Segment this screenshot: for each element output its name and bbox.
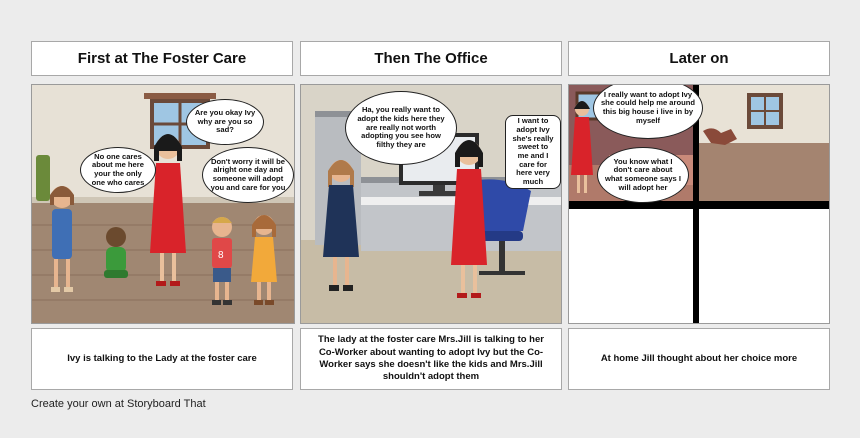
panel-3-scene bbox=[568, 84, 830, 324]
panel-1-caption-text: Ivy is talking to the Lady at the foster care bbox=[67, 352, 257, 364]
storyboard-footer-link[interactable]: Create your own at Storyboard That bbox=[31, 398, 206, 410]
panel-2-caption bbox=[300, 328, 562, 390]
panel-2-scene bbox=[300, 84, 562, 324]
panel-1-title bbox=[31, 41, 293, 76]
panel-2-caption-text: The lady at the foster care Mrs.Jill is talking to her Co-Worker about wanting to adopt Ivy but the Co-Worker says she doesn't like the kids and Mrs.Jill shouldn't adopt them bbox=[318, 334, 544, 383]
panel-3-bubble-thought-2 bbox=[597, 147, 689, 203]
panel-1-caption bbox=[31, 328, 293, 390]
panel-1-bubble-jill-question bbox=[186, 99, 264, 145]
panel-3-caption-text: At home Jill thought about her choice more bbox=[600, 352, 798, 364]
panel-2-bubble-jill-text: I want to adopt Ivy she's really sweet to me and I care for here very much bbox=[512, 116, 554, 187]
panel-3-title bbox=[568, 41, 830, 76]
panel-2-bubble-jill bbox=[505, 115, 561, 189]
panel-1-bubble-ivy-text: No one cares about me here your the only one who cares bbox=[91, 151, 145, 187]
panel-1-bubble-jill-reassure-text: Don't worry it will be alright one day and someone will adopt you and care for you bbox=[210, 156, 286, 192]
panel-2-title bbox=[300, 41, 562, 76]
panel-1-bubble-ivy bbox=[80, 147, 156, 193]
panel-3-bubble-thought-2-text: You know what I don't care about what someone says I will adopt her bbox=[605, 156, 681, 192]
panel-1-bubble-jill-reassure bbox=[202, 147, 294, 203]
panel-1-title-text: First at The Foster Care bbox=[77, 50, 247, 67]
panel-3-title-text: Later on bbox=[669, 50, 729, 67]
panel-3-caption bbox=[568, 328, 830, 390]
panel-1-bubble-jill-question-text: Are you okay Ivy why are you so sad? bbox=[194, 107, 256, 135]
panel-3-bubble-thought-1-text: I really want to adopt Ivy she could help me around this big house i live in by myself bbox=[600, 89, 696, 125]
panel-2-bubble-coworker bbox=[345, 91, 457, 165]
svg-text:8: 8 bbox=[218, 250, 224, 261]
panel-1-scene bbox=[31, 84, 295, 324]
panel-2-title-text: Then The Office bbox=[374, 50, 488, 67]
baby-character bbox=[104, 227, 128, 278]
panel-2-bubble-coworker-text: Ha, you really want to adopt the kids here they are really not worth adopting you see how filthy they are bbox=[357, 105, 445, 150]
